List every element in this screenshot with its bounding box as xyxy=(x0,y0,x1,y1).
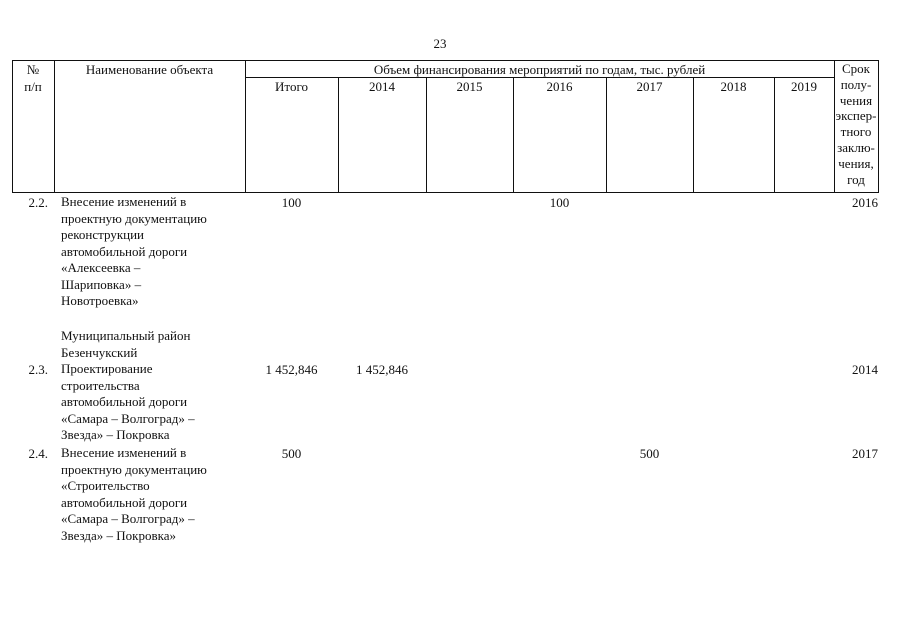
header-name: Наименование объекта xyxy=(85,62,214,77)
row-2016: 100 xyxy=(549,195,570,210)
row-name: Проектирование строительства автомобильной дороги «Самара – Волгоград» – Звезда» – Покровка xyxy=(61,361,195,442)
row-total: 1 452,846 xyxy=(265,362,318,377)
header-year-2017: 2017 xyxy=(636,79,663,94)
section-title: Муниципальный район Безенчукский xyxy=(61,328,191,360)
header-year-2014: 2014 xyxy=(369,79,395,94)
header-financing: Объем финансирования мероприятий по годам, тыс. рублей xyxy=(373,62,706,77)
row-num: 2.2. xyxy=(28,195,48,210)
row-num: 2.4. xyxy=(28,446,48,461)
row-name: Внесение изменений в проектную документацию «Строительство автомобильной дороги «Самара – Волгоград» – Звезда» – Покровка» xyxy=(61,445,207,543)
header-year-2015: 2015 xyxy=(456,79,483,94)
header-term: Срок полу- чения экспер- тного заклю- чения, год xyxy=(835,61,877,187)
header-year-2018: 2018 xyxy=(720,79,747,94)
header-num: № xyxy=(26,62,40,77)
header-num2: п/п xyxy=(24,79,42,94)
header-year-2016: 2016 xyxy=(546,79,573,94)
row-term: 2014 xyxy=(852,362,878,377)
row-name: Внесение изменений в проектную документацию реконструкции автомобильной дороги «Алексеевка – Шариповка» – Новотроевка» xyxy=(61,194,207,308)
row-term: 2017 xyxy=(852,446,878,461)
row-2017: 500 xyxy=(639,446,660,461)
header-year-2019: 2019 xyxy=(791,79,817,94)
row-total: 500 xyxy=(281,446,302,461)
header-total: Итого xyxy=(275,79,308,94)
row-num: 2.3. xyxy=(28,362,48,377)
row-term: 2016 xyxy=(852,195,878,210)
page-number: 23 xyxy=(433,36,447,51)
row-2014: 1 452,846 xyxy=(356,362,408,377)
row-total: 100 xyxy=(281,195,302,210)
